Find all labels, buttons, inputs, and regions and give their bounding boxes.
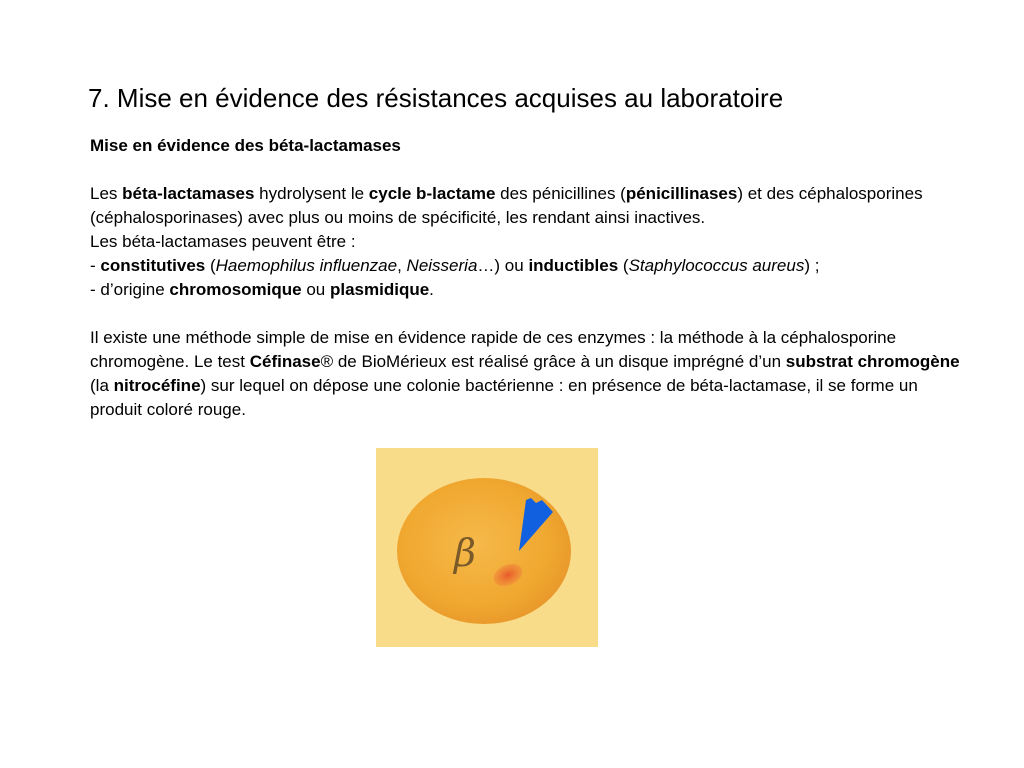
term-nitrocefine: nitrocéfine: [113, 376, 201, 395]
section-subtitle: Mise en évidence des béta-lactamases: [90, 136, 401, 155]
term-beta-lactamases: béta-lactamases: [122, 184, 255, 203]
paragraph-spacer: [90, 302, 970, 326]
term-cefinase: Céfinase: [249, 352, 321, 371]
cefinase-disc-illustration: [376, 448, 598, 647]
beta-symbol: β: [454, 531, 476, 575]
paragraph-beta-lactamases: Les béta-lactamases hydrolysent le cycle b-lactame des pénicillines (pénicillinases) et des céphalosporines (céphalosporinases) avec plus ou moins de spécificité, les rendant ainsi inactives.: [90, 184, 923, 227]
slide-content: [90, 134, 970, 422]
list-item-origine: - d’origine chromosomique ou plasmidique.: [90, 280, 434, 299]
term-cycle-b-lactame: cycle b-lactame: [368, 184, 496, 203]
cefinase-disc-image: [376, 448, 598, 647]
list-item-constitutives: - constitutives (Haemophilus influenzae, Neisseria…) ou inductibles (Staphylococcus aureus) ;: [90, 256, 820, 275]
paper-disc: [397, 478, 571, 624]
line-types-intro: Les béta-lactamases peuvent être :: [90, 232, 356, 251]
term-substrat-chromogene: substrat chromogène: [785, 352, 960, 371]
term-penicillinases: pénicillinases: [625, 184, 738, 203]
slide-title: 7. Mise en évidence des résistances acquises au laboratoire: [88, 83, 784, 113]
paragraph-cefinase-method: Il existe une méthode simple de mise en évidence rapide de ces enzymes : la méthode à la céphalosporine chromogène. Le test Céfinase® de BioMérieux est réalisé grâce à un disque imprégné d’un substrat chromogène (la nitrocéfine) sur lequel on dépose une colonie bactérienne : en présence de béta-lactamase, il se forme un produit coloré rouge.: [90, 328, 960, 419]
